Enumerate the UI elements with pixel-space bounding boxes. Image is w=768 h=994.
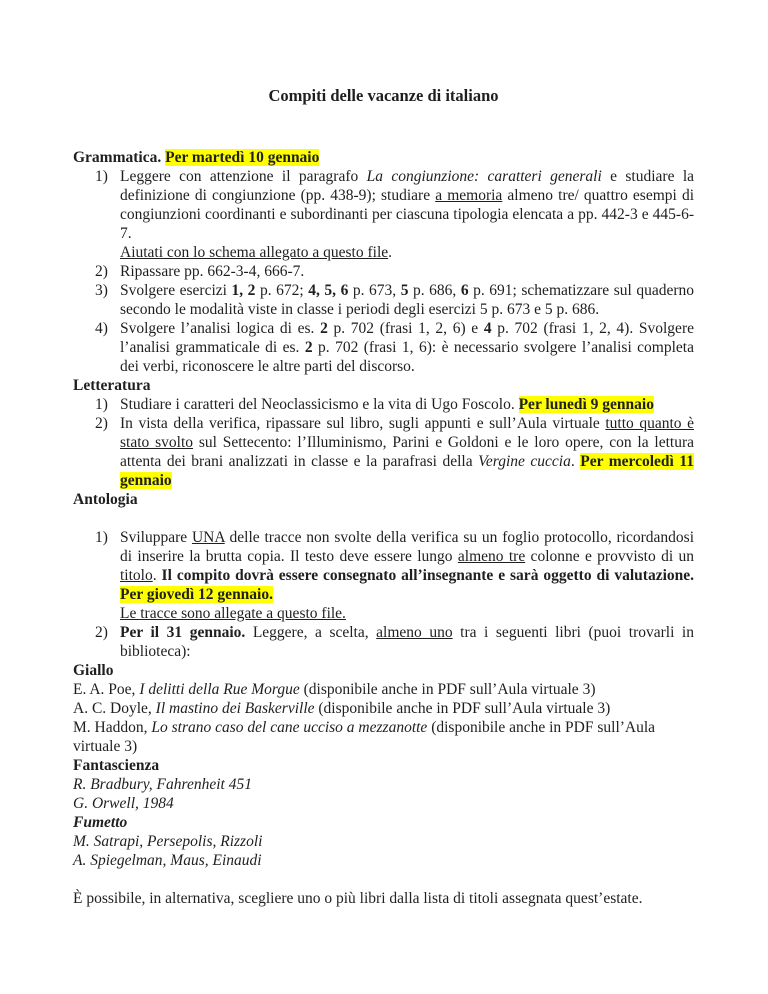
text-segment: (disponibile anche in PDF sull’Aula virtuale 3) bbox=[299, 681, 596, 698]
text-segment: almeno uno bbox=[376, 624, 453, 641]
list-item bbox=[73, 262, 694, 281]
text-line bbox=[73, 680, 694, 699]
text-segment: Studiare i caratteri del Neoclassicismo e la vita di Ugo Foscolo. bbox=[120, 396, 519, 413]
text-segment: tra i seguenti libri (puoi trovarli in biblioteca): bbox=[120, 624, 694, 660]
list-item-text bbox=[120, 168, 694, 261]
text-segment: titolo bbox=[120, 567, 153, 584]
text-segment: 6 bbox=[460, 282, 469, 299]
document-body bbox=[73, 148, 694, 908]
text-segment: Giallo bbox=[73, 662, 114, 679]
text-segment: almeno tre bbox=[457, 548, 526, 565]
text-segment: p. 686, bbox=[408, 282, 461, 299]
text-line bbox=[73, 699, 694, 718]
list-item bbox=[73, 623, 694, 661]
text-segment: Le tracce sono allegate a questo file. bbox=[120, 605, 346, 622]
text-segment: Fantascienza bbox=[73, 757, 160, 774]
text-segment: 5 bbox=[400, 282, 409, 299]
list-item bbox=[73, 395, 694, 414]
text-line bbox=[73, 832, 694, 851]
text-segment: (disponibile anche in PDF sull’Aula virtuale 3) bbox=[314, 700, 611, 717]
text-segment: sul Settecento: l’Illuminismo, Parini e Goldoni e le loro opere, con la lettura attenta dei brani analizzati in classe e la parafrasi della bbox=[120, 434, 694, 470]
list-marker: 2) bbox=[95, 415, 108, 432]
list-item bbox=[73, 281, 694, 319]
text-segment: tutto quanto è stato svolto bbox=[120, 415, 694, 451]
text-segment: Sviluppare bbox=[120, 529, 192, 546]
text-line bbox=[73, 775, 694, 794]
text-segment: 1, 2 bbox=[231, 282, 256, 299]
highlight-segment: Per lunedì 9 gennaio bbox=[518, 396, 654, 413]
section-heading bbox=[73, 376, 694, 395]
text-segment: p. 672; bbox=[255, 282, 309, 299]
text-segment: delle tracce non svolte della verifica su un foglio protocollo, ricordandosi di inserire la brutta copia. Il testo deve essere lungo bbox=[120, 529, 694, 565]
list-item-text bbox=[120, 320, 694, 375]
list-item-text bbox=[120, 263, 304, 280]
text-segment: R. Bradbury, Fahrenheit 451 bbox=[73, 776, 252, 793]
text-segment: colonne e provvisto di un bbox=[525, 548, 694, 565]
section-heading bbox=[73, 490, 694, 509]
list-item bbox=[73, 414, 694, 490]
text-segment: A. Spiegelman, Maus, Einaudi bbox=[73, 852, 262, 869]
list-item bbox=[73, 167, 694, 262]
text-segment: M. Haddon, bbox=[73, 719, 152, 736]
text-segment: Lo strano caso del cane ucciso a mezzanotte bbox=[151, 719, 428, 736]
text-segment: I delitti della Rue Morgue bbox=[139, 681, 300, 698]
text-line bbox=[73, 889, 694, 908]
text-segment: Leggere, a scelta, bbox=[245, 624, 377, 641]
text-segment: p. 702 (frasi 1, 2, 6) e bbox=[327, 320, 484, 337]
list-marker: 1) bbox=[95, 396, 108, 413]
list-marker: 1) bbox=[95, 168, 108, 185]
list-item-text bbox=[120, 624, 694, 660]
text-segment: (disponibile anche in PDF sull’Aula virtuale 3) bbox=[73, 719, 656, 755]
text-segment: . bbox=[388, 244, 393, 261]
text-segment: Aiutati con lo schema allegato a questo file bbox=[120, 244, 389, 261]
text-segment: 2 bbox=[320, 320, 328, 337]
text-segment: p. 702 (frasi 1, 6): è necessario svolgere l’analisi completa dei verbi, riconoscere le altre parti del discorso. bbox=[120, 339, 694, 375]
list-marker: 1) bbox=[95, 529, 108, 546]
text-segment: . bbox=[152, 567, 162, 584]
list-marker: 3) bbox=[95, 282, 108, 299]
doc-title: Compiti delle vacanze di italiano bbox=[268, 86, 499, 105]
list-item bbox=[73, 528, 694, 623]
highlight-segment: Per mercoledì 11 gennaio bbox=[120, 453, 695, 489]
text-segment: La congiunzione: caratteri generali bbox=[366, 168, 602, 185]
text-segment: Il mastino dei Baskerville bbox=[155, 700, 315, 717]
text-line bbox=[73, 718, 694, 756]
text-line bbox=[73, 794, 694, 813]
list-marker: 4) bbox=[95, 320, 108, 337]
text-segment: A. C. Doyle, bbox=[73, 700, 156, 717]
text-line bbox=[73, 756, 694, 775]
text-line bbox=[73, 851, 694, 870]
text-segment: 4, 5, 6 bbox=[308, 282, 349, 299]
text-segment: Antologia bbox=[73, 491, 138, 508]
text-segment: almeno tre/ quattro esempi di congiunzioni coordinanti e subordinanti per ciascuna tipologia elencata a pp. 442-3 e 445-6-7. bbox=[120, 187, 695, 242]
text-segment: M. Satrapi, Persepolis, Rizzoli bbox=[73, 833, 263, 850]
text-segment: Fumetto bbox=[73, 814, 128, 831]
text-segment: Svolgere l’analisi logica di es. bbox=[120, 320, 321, 337]
highlight-segment: Per giovedì 12 gennaio. bbox=[120, 586, 273, 603]
text-segment: Per il 31 gennaio. bbox=[120, 624, 246, 641]
text-segment: Letteratura bbox=[73, 377, 151, 394]
text-segment: p. 702 (frasi 1, 2, 4). Svolgere l’analisi grammaticale di es. bbox=[120, 320, 694, 356]
list-marker: 2) bbox=[95, 624, 108, 641]
text-segment: e studiare la definizione di congiunzione (pp. 438-9); studiare bbox=[120, 168, 695, 204]
list-item-text bbox=[120, 282, 694, 318]
text-segment: 2 bbox=[304, 339, 313, 356]
spacer bbox=[73, 870, 694, 889]
text-segment: Vergine cuccia bbox=[478, 453, 571, 470]
text-segment: UNA bbox=[191, 529, 225, 546]
spacer bbox=[73, 509, 694, 528]
text-segment: Ripassare pp. 662-3-4, 666-7. bbox=[120, 263, 305, 280]
list-item-text bbox=[120, 396, 654, 413]
list-item bbox=[73, 319, 694, 376]
text-segment: Svolgere esercizi bbox=[120, 282, 232, 299]
highlight-segment: Per martedì 10 gennaio bbox=[165, 149, 320, 166]
section-heading bbox=[73, 148, 694, 167]
text-line bbox=[73, 661, 694, 680]
text-line bbox=[73, 813, 694, 832]
text-segment: In vista della verifica, ripassare sul libro, sugli appunti e sull’Aula virtuale bbox=[120, 415, 606, 432]
text-segment: p. 691; schematizzare sul quaderno secondo le modalità viste in classe i periodi degli esercizi 5 p. 673 e 5 p. 686. bbox=[120, 282, 695, 318]
list-marker: 2) bbox=[95, 263, 108, 280]
text-segment: Il compito dovrà essere consegnato all’insegnante e sarà oggetto di valutazione. bbox=[161, 567, 695, 584]
text-segment: p. 673, bbox=[348, 282, 401, 299]
text-segment: E. A. Poe, bbox=[73, 681, 140, 698]
text-segment: a memoria bbox=[435, 187, 503, 204]
text-segment: 4 bbox=[483, 320, 492, 337]
text-segment: È possibile, in alternativa, scegliere uno o più libri dalla lista di titoli assegnata quest’estate. bbox=[73, 890, 643, 907]
text-segment: G. Orwell, 1984 bbox=[73, 795, 174, 812]
list-item-text bbox=[120, 415, 694, 489]
text-segment: . bbox=[570, 453, 581, 470]
list-item-text bbox=[120, 529, 694, 622]
text-segment: Grammatica. bbox=[73, 149, 166, 166]
text-segment: Leggere con attenzione il paragrafo bbox=[120, 168, 367, 185]
